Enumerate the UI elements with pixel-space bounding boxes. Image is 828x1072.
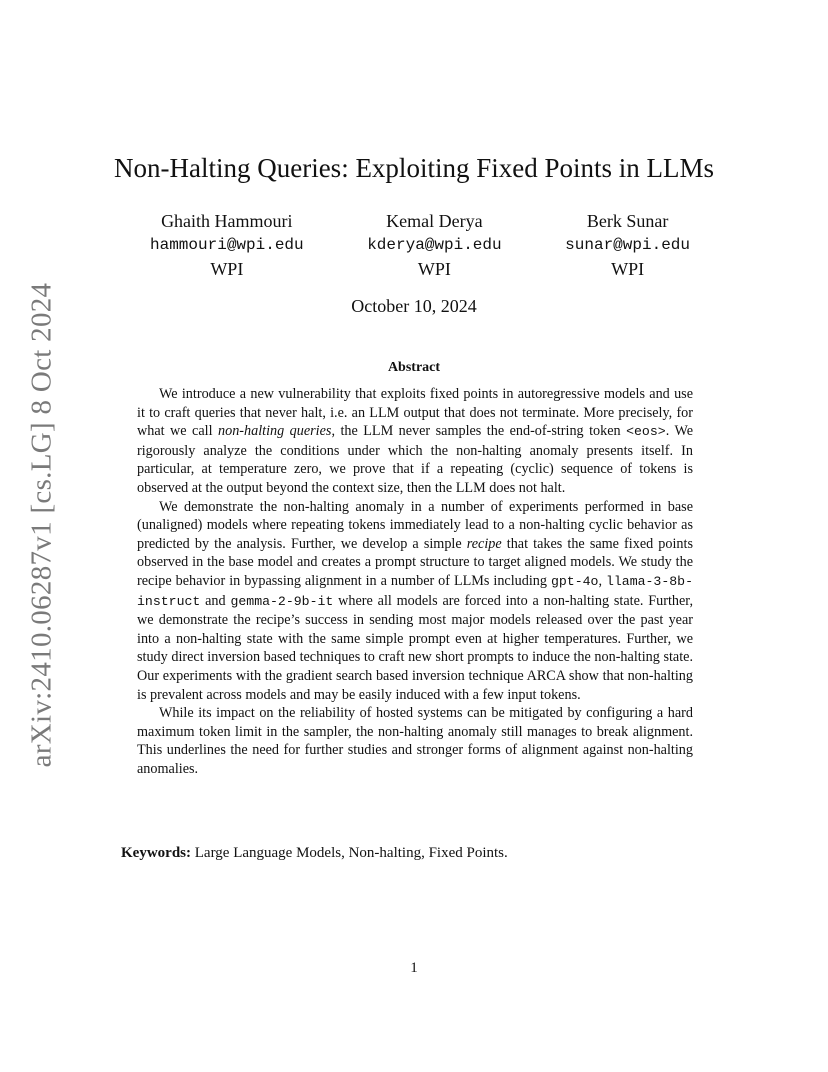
inline-code: gemma-2-9b-it <box>230 593 334 609</box>
text-span: We demonstrate the non-halting anomaly in a number of experiments performed in base (unaligned) models where repeating tokens immediately lead to a non-halting cyclic behavior as predicted by the analysis. Further, we develop a simple <box>137 498 693 552</box>
author-affiliation: WPI <box>417 259 451 279</box>
paper-title: Non-Halting Queries: Exploiting Fixed Points in LLMs <box>114 153 714 183</box>
author-name: Kemal Derya <box>386 211 483 231</box>
author-block <box>367 209 501 281</box>
author-block <box>150 209 304 281</box>
abstract-heading: Abstract <box>387 360 441 375</box>
text-span: that takes the same fixed points observed in the base model and creates a prompt structure to target aligned models. We study the recipe behavior in bypassing alignment in a number of LLMs including <box>137 535 693 589</box>
author-affiliation: WPI <box>611 259 645 279</box>
text-span: , <box>598 572 606 589</box>
text-span: We introduce a new vulnerability that exploits fixed points in autoregressive models and use it to craft queries that never halt, i.e. an LLM output that does not terminate. More precisely, for what we call <box>137 386 693 440</box>
page-number: 1 <box>410 960 418 976</box>
inline-code: <eos> <box>626 424 666 440</box>
arxiv-stamp: arXiv:2410.06287v1 [cs.LG] 8 Oct 2024 <box>25 282 58 768</box>
text-span: and <box>200 592 231 609</box>
abstract-paragraph: While its impact on the reliability of hosted systems can be mitigated by configuring a hard maximum token limit in the sampler, the non-halting anomaly still manages to break alignment. This underlines the need for further studies and stronger forms of alignment against non-halting anomalies. <box>137 705 693 777</box>
author-name: Ghaith Hammouri <box>161 211 293 231</box>
text-span: . We rigorously analyze the conditions under which the non-halting anomaly presents itself. In particular, at temperature zero, we prove that if a repeating (cyclic) sequence of tokens is observed at the output beyond the context size, then the LLM does not halt. <box>137 423 693 496</box>
author-block <box>565 209 690 281</box>
text-span: where all models are forced into a non-halting state. Further, we demonstrate the recipe’s success in sending most major models released over the past year into a non-halting state with the same simple prompt even at higher temperatures. Further, we study direct inversion based techniques to craft new short prompts to induce the non-halting state. Our experiments with the gradient search based inversion technique ARCA show that non-halting is prevalent across models and may be easily induced with a few input tokens. <box>137 592 693 703</box>
emphasis: recipe <box>466 535 502 552</box>
keywords-label: Keywords: <box>121 845 191 861</box>
emphasis: non-halting queries <box>218 423 332 440</box>
author-affiliation: WPI <box>210 259 244 279</box>
author-list <box>150 209 690 281</box>
abstract-paragraph <box>137 385 693 498</box>
author-name: Berk Sunar <box>586 211 669 231</box>
inline-code: gpt-4o <box>550 573 599 589</box>
keywords-text: Large Language Models, Non-halting, Fixed Points. <box>191 845 508 861</box>
author-email: sunar@wpi.edu <box>565 236 690 254</box>
author-email: kderya@wpi.edu <box>367 236 502 254</box>
keywords <box>121 845 721 862</box>
abstract-body <box>137 385 693 778</box>
text-span: , the LLM never samples the end-of-string token <box>331 423 627 440</box>
inline-code: llama-3-8b-instruct <box>137 573 694 609</box>
abstract-paragraph <box>137 498 693 705</box>
author-email: hammouri@wpi.edu <box>150 236 304 254</box>
publication-date: October 10, 2024 <box>351 296 477 316</box>
